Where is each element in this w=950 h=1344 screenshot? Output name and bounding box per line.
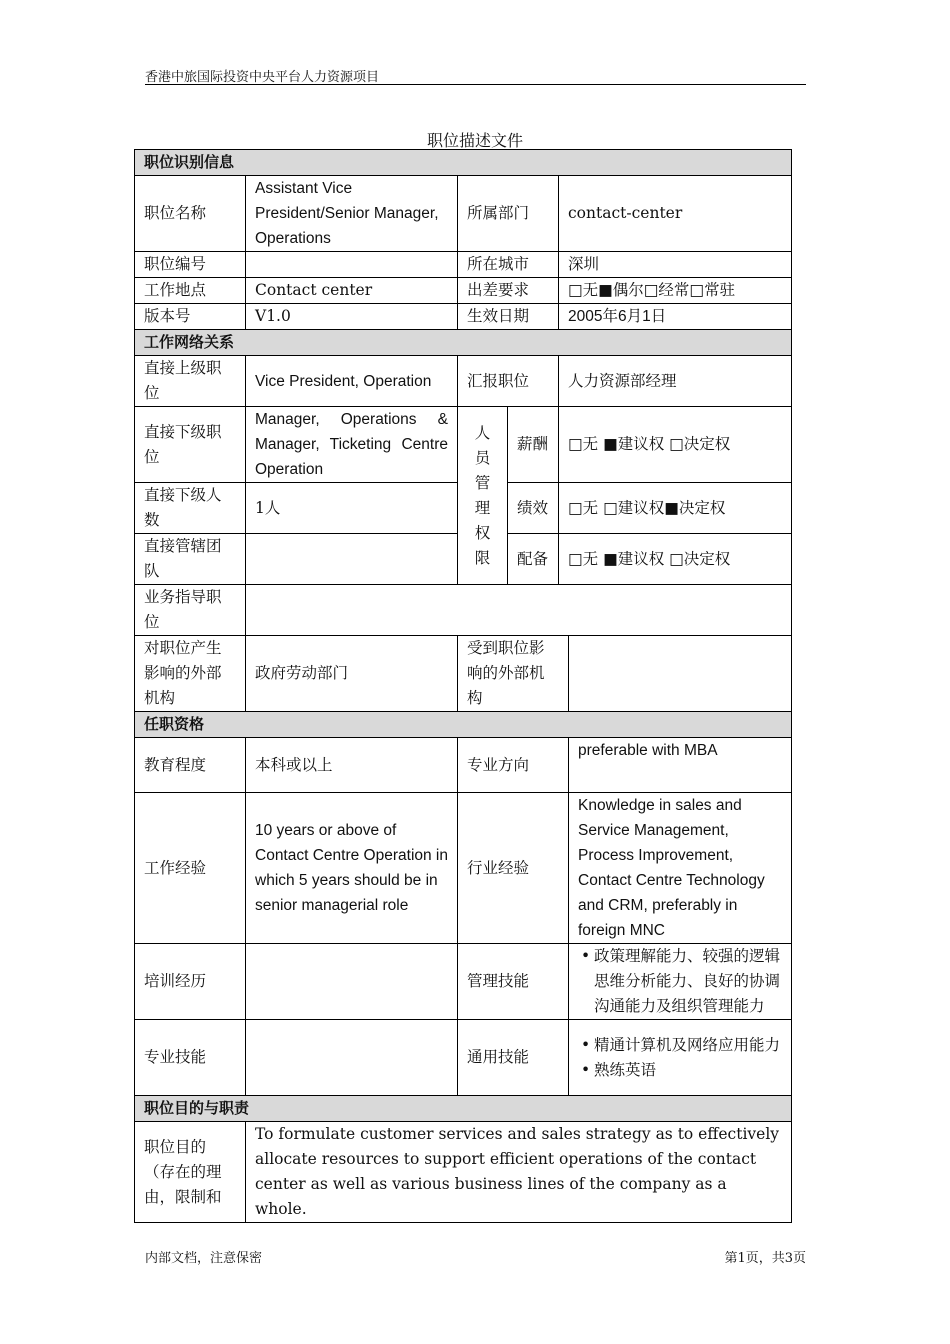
industry-value: Knowledge in sales and Service Management, Process Improvement, Contact Centre Technology and CRM, preferably in foreign MNC bbox=[569, 793, 792, 944]
list-item: • 政策理解能力、较强的逻辑思维分析能力、良好的协调沟通能力及组织管理能力 bbox=[594, 944, 782, 1019]
experience-value: 10 years or above of Contact Centre Operation in which 5 years should be in senior managerial role bbox=[246, 793, 458, 944]
subordinate-label: 直接下级职位 bbox=[135, 407, 246, 483]
header-project: 香港中旅国际投资中央平台人力资源项目 bbox=[145, 70, 380, 85]
pro-skill-label: 专业技能 bbox=[135, 1020, 246, 1096]
travel-label: 出差要求 bbox=[458, 278, 559, 304]
performance-value: □无 □建议权■决定权 bbox=[559, 483, 792, 534]
location-value: Contact center bbox=[246, 278, 458, 304]
table-row bbox=[135, 407, 792, 483]
pro-skill-value bbox=[246, 1020, 458, 1096]
table-row bbox=[135, 176, 792, 252]
table-row bbox=[135, 252, 792, 278]
major-label: 专业方向 bbox=[458, 738, 569, 793]
job-code-label: 职位编号 bbox=[135, 252, 246, 278]
general-skill-value bbox=[569, 1020, 792, 1096]
travel-value: □无■偶尔□经常□常驻 bbox=[559, 278, 792, 304]
job-name-label: 职位名称 bbox=[135, 176, 246, 252]
document-title: 职位描述文件 bbox=[426, 131, 523, 150]
guidance-value bbox=[246, 585, 792, 636]
table-row bbox=[135, 944, 792, 1020]
table-row bbox=[135, 636, 792, 712]
mgmt-authority-label: 人 员 管 理 权 限 bbox=[458, 407, 508, 585]
subordinate-value: Manager, Operations & Manager, Ticketing Centre Operation bbox=[246, 407, 458, 483]
staffing-label: 配备 bbox=[508, 534, 559, 585]
list-item: • 精通计算机及网络应用能力 bbox=[594, 1033, 782, 1058]
general-skill-label: 通用技能 bbox=[458, 1020, 569, 1096]
performance-label: 绩效 bbox=[508, 483, 559, 534]
mgmt-skill-label: 管理技能 bbox=[458, 944, 569, 1020]
table-row bbox=[135, 585, 792, 636]
superior-value: Vice President, Operation bbox=[246, 356, 458, 407]
list-item: • 熟练英语 bbox=[594, 1058, 782, 1083]
team-label: 直接管辖团队 bbox=[135, 534, 246, 585]
table-row bbox=[135, 738, 792, 793]
table-row bbox=[135, 793, 792, 944]
superior-label: 直接上级职位 bbox=[135, 356, 246, 407]
team-value bbox=[246, 534, 458, 585]
experience-label: 工作经验 bbox=[135, 793, 246, 944]
table-row bbox=[135, 1122, 792, 1223]
section-qualification: 任职资格 bbox=[135, 712, 792, 738]
table-row bbox=[135, 1020, 792, 1096]
purpose-value: To formulate customer services and sales strategy as to effectively allocate resources to support efficient operations of the contact center as well as various business lines of the company as a whole. bbox=[246, 1122, 792, 1223]
header-divider bbox=[145, 84, 806, 85]
footer-confidential: 内部文档，注意保密 bbox=[145, 1251, 263, 1266]
job-code-value bbox=[246, 252, 458, 278]
table-row bbox=[135, 278, 792, 304]
footer-page-number: 第1页，共3页 bbox=[724, 1251, 806, 1266]
external-out-label: 受到职位影响的外部机构 bbox=[458, 636, 569, 712]
training-value bbox=[246, 944, 458, 1020]
table-row bbox=[135, 356, 792, 407]
effective-date-label: 生效日期 bbox=[458, 304, 559, 330]
external-in-value: 政府劳动部门 bbox=[246, 636, 458, 712]
major-value: preferable with MBA bbox=[569, 738, 792, 793]
dept-label: 所属部门 bbox=[458, 176, 559, 252]
location-label: 工作地点 bbox=[135, 278, 246, 304]
purpose-label: 职位目的（存在的理由，限制和 bbox=[135, 1122, 246, 1223]
section-purpose: 职位目的与职责 bbox=[135, 1096, 792, 1122]
external-in-label: 对职位产生影响的外部机构 bbox=[135, 636, 246, 712]
report-value: 人力资源部经理 bbox=[559, 356, 792, 407]
mgmt-skill-value bbox=[569, 944, 792, 1020]
section-identity: 职位识别信息 bbox=[135, 150, 792, 176]
training-label: 培训经历 bbox=[135, 944, 246, 1020]
city-label: 所在城市 bbox=[458, 252, 559, 278]
report-label: 汇报职位 bbox=[458, 356, 559, 407]
external-out-value bbox=[569, 636, 792, 712]
headcount-label: 直接下级人数 bbox=[135, 483, 246, 534]
staffing-value: □无 ■建议权 □决定权 bbox=[559, 534, 792, 585]
salary-value: □无 ■建议权 □决定权 bbox=[559, 407, 792, 483]
guidance-label: 业务指导职位 bbox=[135, 585, 246, 636]
job-description-table bbox=[134, 149, 792, 1223]
salary-label: 薪酬 bbox=[508, 407, 559, 483]
table-row bbox=[135, 304, 792, 330]
city-value: 深圳 bbox=[559, 252, 792, 278]
education-value: 本科或以上 bbox=[246, 738, 458, 793]
version-label: 版本号 bbox=[135, 304, 246, 330]
headcount-value: 1人 bbox=[246, 483, 458, 534]
version-value: V1.0 bbox=[246, 304, 458, 330]
section-network: 工作网络关系 bbox=[135, 330, 792, 356]
job-name-value: Assistant Vice President/Senior Manager, Operations bbox=[246, 176, 458, 252]
effective-date-value: 2005年6月1日 bbox=[559, 304, 792, 330]
education-label: 教育程度 bbox=[135, 738, 246, 793]
dept-value: contact-center bbox=[559, 176, 792, 252]
industry-label: 行业经验 bbox=[458, 793, 569, 944]
